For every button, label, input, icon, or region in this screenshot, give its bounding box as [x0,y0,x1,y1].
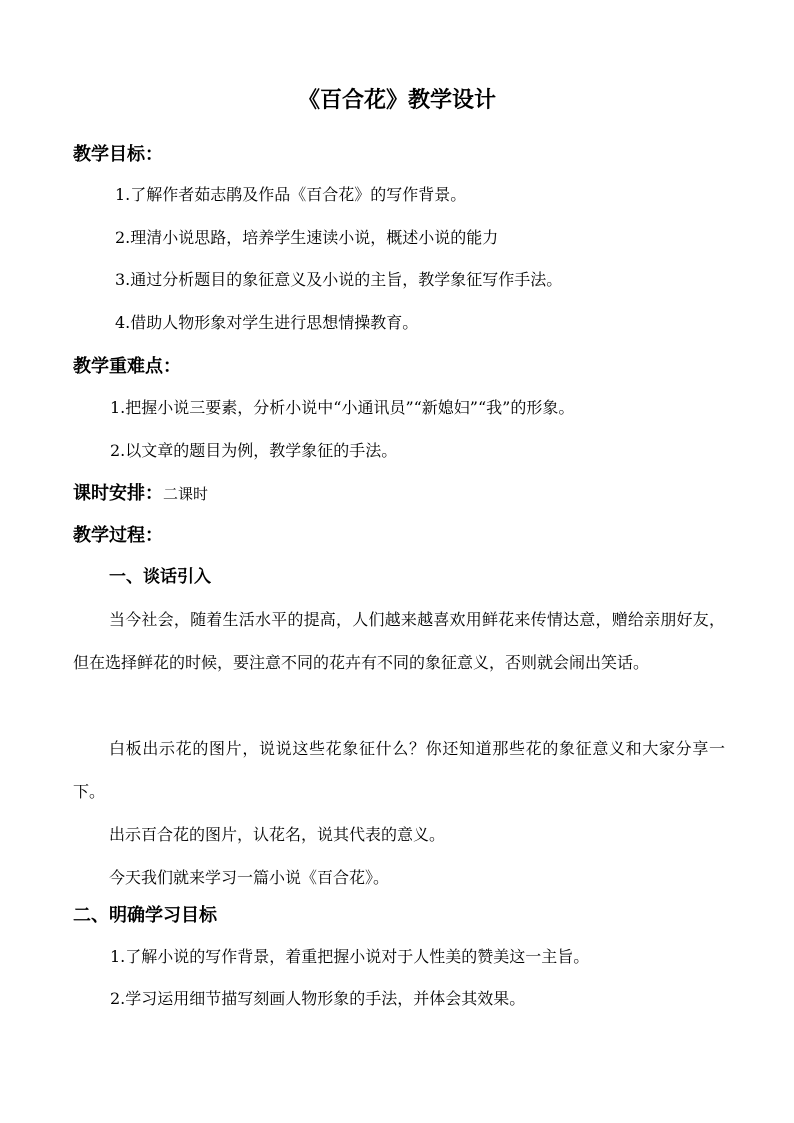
document-title: 《百合花》教学设计 [297,88,496,113]
section1-paragraph-3: 出示百合花的图片，认花名，说其代表的意义。 [109,825,446,844]
objective-item-4: 4.借助人物形象对学生进行思想情操教育。 [115,313,419,332]
section1-paragraph-1: 当今社会，随着生活水平的提高，人们越来越喜欢用鲜花来传情达意，赠给亲朋好友，但在选择鲜花的时候，要注意不同的花卉有不同的象征意义，否则就会闹出笑话。 [73,610,725,672]
section1-paragraph-4: 今天我们就来学习一篇小说《百合花》。 [109,868,390,887]
section1-paragraph-2: 白板出示花的图片，说说这些花象征什么？你还知道那些花的象征意义和大家分享一下。 [73,739,725,801]
schedule-value: 二课时 [163,485,209,503]
process-heading: 教学过程： [73,525,163,546]
key-point-item-2: 2.以文章的题目为例，教学象征的手法。 [110,441,398,460]
objective-item-2: 2.理清小说思路，培养学生速读小说，概述小说的能力 [115,228,499,247]
section2-item-1: 1.了解小说的写作背景，着重把握小说对于人性美的赞美这一主旨。 [110,947,590,966]
section2-item-2: 2.学习运用细节描写刻画人物形象的手法，并体会其效果。 [110,989,526,1008]
objective-item-1: 1.了解作者茹志鹃及作品《百合花》的写作背景。 [115,185,467,204]
objective-item-3: 3.通过分析题目的象征意义及小说的主旨，教学象征写作手法。 [115,270,563,289]
section1-heading: 一、谈话引入 [109,567,211,587]
schedule-heading: 课时安排： [73,483,163,504]
key-points-heading: 教学重难点： [73,356,181,377]
schedule-row [73,485,208,503]
objectives-heading: 教学目标： [73,144,163,165]
key-point-item-1: 1.把握小说三要素，分析小说中“小通讯员”“新媳妇”“我”的形象。 [110,398,575,417]
section2-heading: 二、明确学习目标 [73,905,217,926]
